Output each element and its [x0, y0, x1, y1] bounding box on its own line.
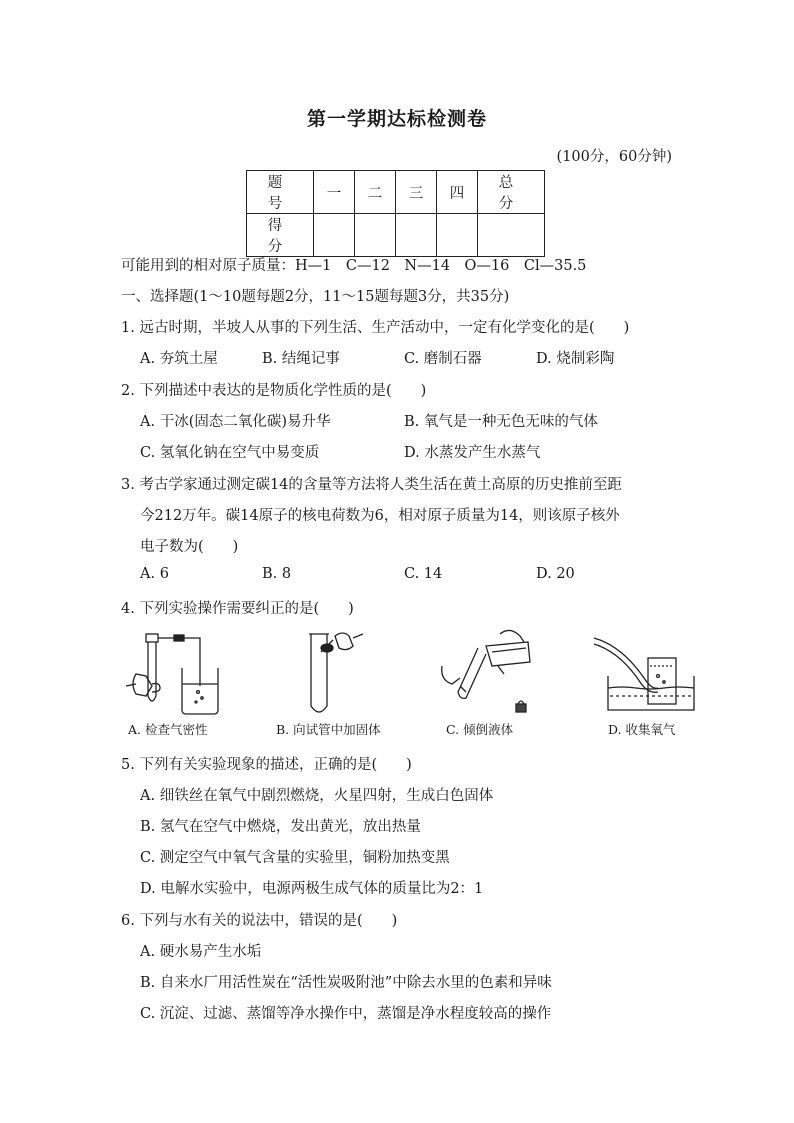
score-table-header-part-3: 三: [396, 171, 437, 214]
question-3-stem-line-2: 今212万年。碳14原子的核电荷数为6，相对原子质量为14，则该原子核外: [140, 508, 620, 524]
figure-pour-liquid: [438, 626, 538, 718]
score-table-score-row: [247, 214, 545, 257]
question-1-option-a: A. 夯筑土屋: [140, 351, 218, 367]
question-3-stem-line-1: 3. 考古学家通过测定碳14的含量等方法将人类生活在黄土高原的历史推前至距: [121, 477, 622, 493]
question-2-stem: 2. 下列描述中表达的是物质化学性质的是( ): [121, 383, 427, 399]
score-cell-part-4[interactable]: [437, 214, 478, 257]
exam-score-time: (100分，60分钟): [556, 149, 672, 165]
question-6-option-a: A. 硬水易产生水垢: [140, 944, 262, 960]
score-cell-total[interactable]: [478, 214, 545, 257]
score-table-header-part-1: 一: [314, 171, 355, 214]
score-cell-part-1[interactable]: [314, 214, 355, 257]
question-5-option-a: A. 细铁丝在氧气中剧烈燃烧，火星四射，生成白色固体: [140, 788, 494, 804]
question-6-stem: 6. 下列与水有关的说法中，错误的是( ): [121, 913, 398, 929]
question-4-stem: 4. 下列实验操作需要纠正的是( ): [121, 601, 354, 617]
question-1-option-b: B. 结绳记事: [262, 351, 340, 367]
question-1-option-d: D. 烧制彩陶: [536, 351, 615, 367]
score-cell-part-3[interactable]: [396, 214, 437, 257]
question-3-stem-line-3: 电子数为( ): [140, 539, 239, 555]
score-table: [246, 170, 548, 257]
score-table-header-question-no: 题 号: [247, 171, 314, 214]
question-3-option-b: B. 8: [262, 566, 292, 582]
question-5-option-c: C. 测定空气中氧气含量的实验里，铜粉加热变黑: [140, 850, 450, 866]
question-5-option-b: B. 氢气在空气中燃烧，发出黄光，放出热量: [140, 819, 421, 835]
question-2-option-d: D. 水蒸发产生水蒸气: [404, 445, 541, 461]
question-2-option-c: C. 氢氧化钠在空气中易变质: [140, 445, 320, 461]
question-6-option-c: C. 沉淀、过滤、蒸馏等净水操作中，蒸馏是净水程度较高的操作: [140, 1006, 552, 1022]
question-1-option-c: C. 磨制石器: [404, 351, 482, 367]
question-1-stem: 1. 远古时期，半坡人从事的下列生活、生产活动中，一定有化学变化的是( ): [121, 320, 630, 336]
question-3-option-d: D. 20: [536, 566, 575, 582]
question-3-option-c: C. 14: [404, 566, 443, 582]
question-2-option-a: A. 干冰(固态二氧化碳)易升华: [140, 414, 331, 430]
figure-d-caption: D. 收集氧气: [608, 722, 676, 737]
question-5-stem: 5. 下列有关实验现象的描述，正确的是( ): [121, 757, 412, 773]
question-5-option-d: D. 电解水实验中，电源两极生成气体的质量比为2：1: [140, 881, 484, 897]
score-table-header-part-2: 二: [355, 171, 396, 214]
score-cell-part-2[interactable]: [355, 214, 396, 257]
question-3-option-a: A. 6: [140, 566, 169, 582]
question-6-option-b: B. 自来水厂用活性炭在“活性炭吸附池”中除去水里的色素和异味: [140, 975, 552, 991]
figure-b-caption: B. 向试管中加固体: [276, 722, 381, 737]
figure-c-caption: C. 倾倒液体: [446, 722, 514, 737]
figure-add-solid-to-test-tube: [295, 626, 375, 718]
figure-collect-oxygen: [592, 626, 704, 718]
figure-check-airtightness: [124, 626, 234, 718]
score-table-score-label: 得 分: [247, 214, 314, 257]
figure-a-caption: A. 检查气密性: [128, 722, 208, 737]
section-1-heading: 一、选择题(1～10题每题2分，11～15题每题3分，共35分): [121, 289, 510, 305]
question-2-option-b: B. 氧气是一种无色无味的气体: [404, 414, 598, 430]
score-table-header-row: [247, 171, 545, 214]
atomic-masses-note: 可能用到的相对原子质量：H—1 C—12 N—14 O—16 Cl—35.5: [121, 258, 587, 274]
score-table-header-total: 总 分: [478, 171, 545, 214]
score-table-header-part-4: 四: [437, 171, 478, 214]
exam-title: 第一学期达标检测卷: [306, 108, 487, 130]
